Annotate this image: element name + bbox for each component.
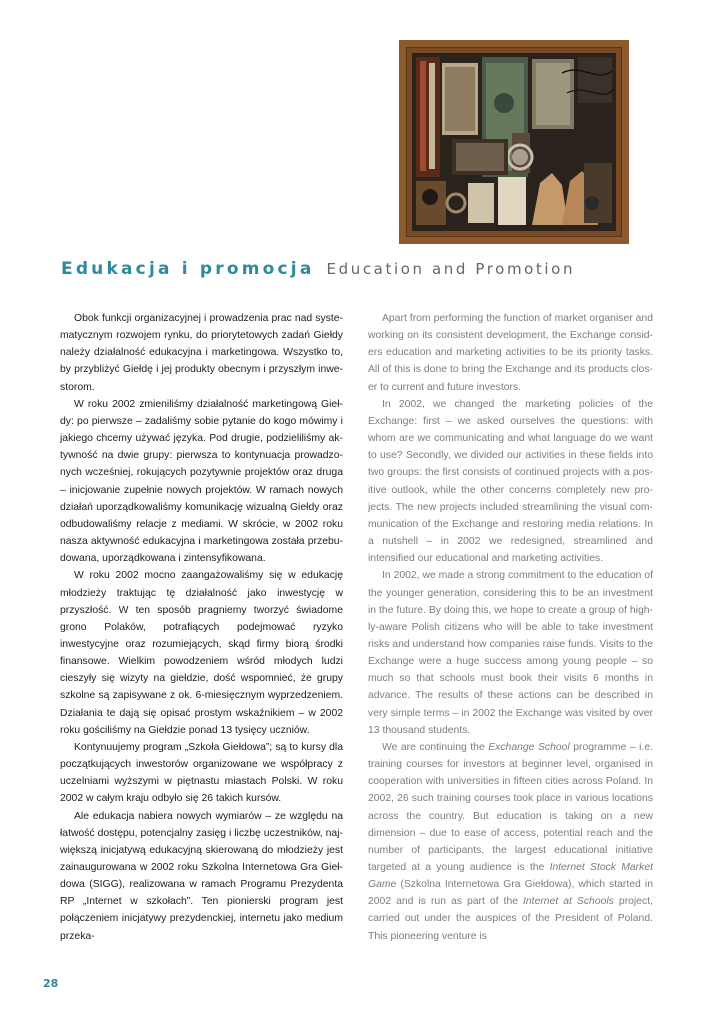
text-run: project, carried out under the auspices of the President of Poland. This pioneering venture is (368, 896, 653, 942)
paragraph: W roku 2002 zmieniliśmy działalność marketingową Giełdy: po pierwsze – zadaliśmy sobie pytanie do kogo mówimy i jakiego chcemy używać języka. Pod drugie, podzieliliśmy aktywność na dwie grupy: pierwsza to kontynuacja prowadzonych wcześniej, rokujących pozytywnie projektów oraz druga – inicjowanie zupełnie nowych projektów. W ramach nowych działań uporządkowaliśmy komunikację wizualną Giełdy oraz odbudowaliśmy relacje z mediami. W skrócie, w 2002 roku nasza aktywność edukacyjna i marketingowa została przebudowana, uporządkowana i zintensyfikowana. (60, 398, 343, 565)
assemblage-photo (399, 40, 629, 244)
paragraph: In 2002, we changed the marketing policies of the Exchange: first – we asked ourselves the questions: with whom are we communicating and what language do we want to use? Secondly, we divided our activities in these fields into two groups: the first consists of continued projects with a positive outlook, while the other concerns completely new projects. The new projects included streamlining the visual communication of the Exchange and restoring media relations. In a nutshell – in 2002 we redesigned, streamlined and intensified our educational and marketing activities. (368, 398, 653, 565)
italic-title: Exchange School (488, 741, 570, 753)
photo-content (412, 53, 616, 231)
section-heading (61, 259, 575, 279)
text-run: (Szkolna Internetowa Gra Giełdowa), which started in 2002 and is run as part of the (368, 879, 653, 908)
heading-english: Education and Promotion (326, 260, 576, 278)
assemblage-illustration (412, 53, 616, 231)
column-polish (60, 310, 343, 945)
text-run: programme – i.e. training courses for investors at beginner level, organised in cooperation with universities in fifteen cities across Poland. In 2002, 26 such training courses took place in various locations across the country. But education is taking on a new dimension – due to ease of access, potential reach and the number of participants, the largest educational initiative targeted at a young audience is the (368, 741, 653, 873)
page-number: 28 (43, 977, 59, 990)
paragraph: Obok funkcji organizacyjnej i prowadzenia prac nad systematycznym rozwojem rynku, do priorytetowych zadań Giełdy należy działalność edukacyjna i marketingowa. Wszystko to, by przybliżyć Giełdę i jej produkty obecnym i przyszłym inwestorom. (60, 313, 343, 393)
italic-title: Internet Stock Market Game (368, 862, 653, 891)
paragraph: Apart from performing the function of market organiser and working on its consistent development, the Exchange considers education and marketing activities to be its priority tasks. All of this is done to bring the Exchange and its products closer to current and future investors. (368, 313, 653, 393)
italic-title: Internet at Schools (523, 896, 614, 908)
paragraph: Ale edukacja nabiera nowych wymiarów – ze względu na łatwość dostępu, potencjalny zasięg i liczbę uczestników, największą inicjatywą edukacyjną skierowaną do młodzieży jest zainaugurowana w 2002 roku Szkolna Internetowa Gra Giełdowa (SIGG), realizowana w ramach Programu Prezydenta RP „Internet w szkołach”. Ten pionierski program jest połączeniem inicjatywy prezydenckiej, internetu jako medium przeka- (60, 810, 343, 942)
text-run: We are continuing the (382, 741, 489, 753)
paragraph (368, 739, 653, 945)
paragraph: Kontynuujemy program „Szkoła Giełdowa”; są to kursy dla początkujących inwestorów organizowane we współpracy z uczelniami wyższymi w piętnastu miastach Polski. W roku 2002 w całym kraju odbyło się 26 takich kursów. (60, 741, 343, 805)
paragraph: In 2002, we made a strong commitment to the education of the younger generation, considering this to be an investment in the future. By doing this, we hope to create a group of highly-aware Polish citizens who will be able to take investment risks and understand how companies raise funds. Visits to the Exchange were a huge success among young people – so much so that schools must book their visits 6 months in advance. The results of these actions can be described in very simple terms – in 2002 the Exchange was visited by over 13 thousand students. (368, 570, 653, 736)
column-english (368, 310, 653, 945)
paragraph: W roku 2002 mocno zaangażowaliśmy się w edukację młodzieży traktując tę działalność jako inwestycję w przyszłość. W ten sposób pragniemy tworzyć świadome grono Polaków, potrafiących podejmować ryzyko inwestycyjne oraz rozumiejących, skąd firmy biorą środki finansowe. Wielkim powodzeniem wśród młodych ludzi cieszyły się wizyty na giełdzie, dość wspomnieć, że grupy szkolne są zapisywane z ok. 6-miesięcznym wyprzedzeniem. Działania te dają się opisać prostym wskaźnikiem – w 2002 roku gościliśmy na Giełdzie ponad 13 tysięcy uczniów. (60, 570, 343, 736)
heading-polish: Edukacja i promocja (61, 259, 315, 279)
